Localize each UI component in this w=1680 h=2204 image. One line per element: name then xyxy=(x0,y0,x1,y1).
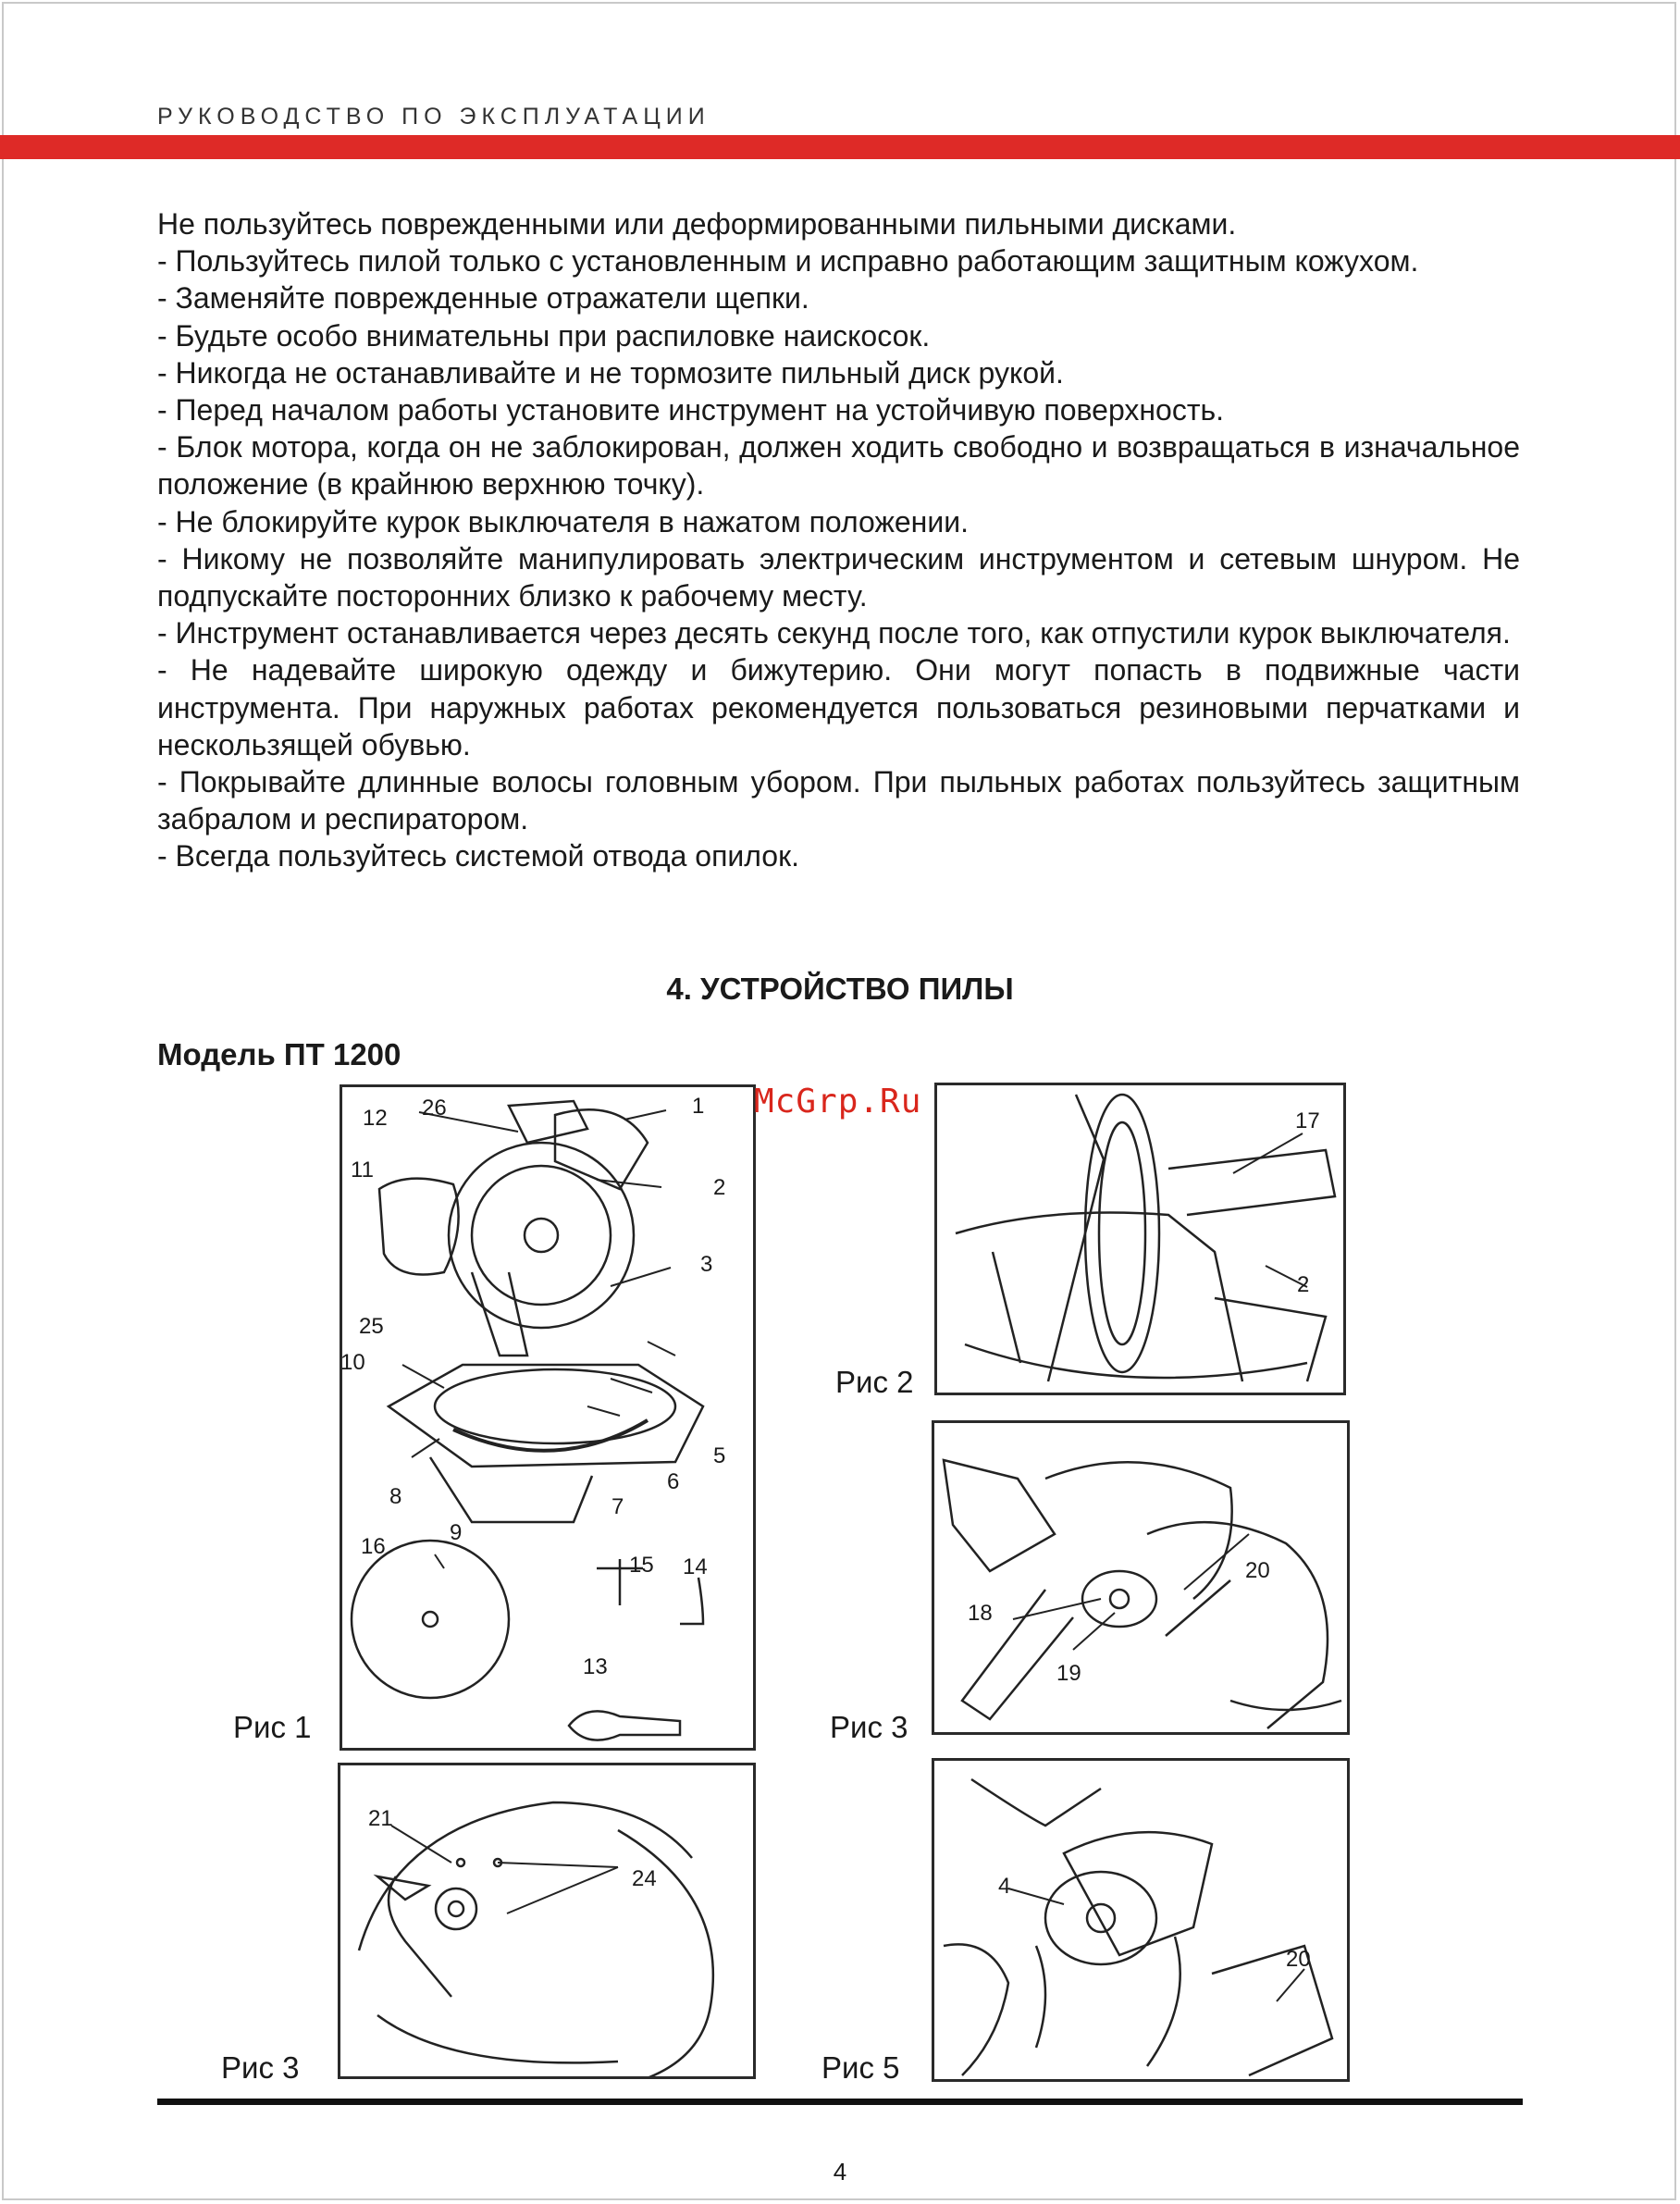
paragraph: - Инструмент останавливается через десять секунд после того, как отпустили курок выключателя. xyxy=(157,616,1511,650)
safety-instructions xyxy=(157,205,1520,875)
paragraph: - Заменяйте поврежденные отражатели щепки. xyxy=(157,281,809,316)
header-red-bar xyxy=(0,135,1680,159)
watermark: McGrp.Ru xyxy=(754,1083,922,1121)
callout-21: 21 xyxy=(368,1806,393,1831)
paragraph: - Всегда пользуйтесь системой отвода опилок. xyxy=(157,839,799,873)
callout-17: 17 xyxy=(1295,1108,1320,1133)
callout-18: 18 xyxy=(968,1601,993,1626)
callout-8: 8 xyxy=(389,1484,402,1509)
callout-5: 5 xyxy=(713,1443,726,1468)
callout-25: 25 xyxy=(359,1314,384,1339)
model-title: Модель ПТ 1200 xyxy=(157,1037,401,1071)
callout-13: 13 xyxy=(583,1654,608,1679)
callout-20-fig5: 20 xyxy=(1286,1947,1311,1972)
callout-9: 9 xyxy=(450,1520,463,1545)
callout-14: 14 xyxy=(683,1554,708,1579)
callout-2-fig2: 2 xyxy=(1297,1272,1310,1297)
callout-20: 20 xyxy=(1245,1558,1270,1583)
paragraph: - Никогда не останавливайте и не тормозите пильный диск рукой. xyxy=(157,355,1064,390)
motor-lock-illustration xyxy=(937,1085,1346,1395)
paragraph: - Будьте особо внимательны при распиловке наискосок. xyxy=(157,318,931,353)
paragraph: - Покрывайте длинные волосы головным убором. При пыльных работах пользуйтесь защитным забралом и респиратором. xyxy=(157,765,1520,836)
figure-1-caption: Рис 1 xyxy=(233,1710,312,1744)
callout-10: 10 xyxy=(340,1350,365,1375)
paragraph: - Блок мотора, когда он не заблокирован, должен ходить свободно и возвращаться в изначальное положение (в крайнюю верхнюю точку). xyxy=(157,430,1520,501)
callout-4: 4 xyxy=(998,1874,1011,1899)
figure-1-saw-overview xyxy=(340,1084,756,1751)
callout-6: 6 xyxy=(667,1469,680,1494)
paragraph: - Перед началом работы установите инструмент на устойчивую поверхность. xyxy=(157,393,1225,427)
callout-1: 1 xyxy=(692,1094,705,1119)
paragraph: - Никому не позволяйте манипулировать электрическим инструментом и сетевым шнуром. Не подпускайте посторонних близко к рабочему месту. xyxy=(157,541,1520,613)
figure-3a-caption: Рис 3 xyxy=(830,1710,908,1744)
figure-3-blade-flange xyxy=(338,1763,756,2079)
section-title: 4. УСТРОЙСТВО ПИЛЫ xyxy=(666,972,1014,1006)
callout-12: 12 xyxy=(363,1106,388,1131)
figure-2-motor-lock xyxy=(934,1083,1346,1395)
saw-overview-illustration xyxy=(342,1087,756,1751)
header-title: РУКОВОДСТВО ПО ЭКСПЛУАТАЦИИ xyxy=(157,104,710,130)
page-number: 4 xyxy=(833,2158,847,2185)
callout-26: 26 xyxy=(422,1096,447,1121)
paragraph: - Не блокируйте курок выключателя в нажатом положении. xyxy=(157,504,969,539)
figure-3b-caption: Рис 3 xyxy=(221,2050,300,2085)
paragraph: - Пользуйтесь пилой только с установленным и исправно работающим защитным кожухом. xyxy=(157,244,1419,279)
callout-19: 19 xyxy=(1056,1661,1081,1686)
guard-install-illustration xyxy=(934,1761,1350,2082)
callout-3: 3 xyxy=(700,1252,713,1277)
callout-7: 7 xyxy=(611,1494,624,1519)
figure-5-caption: Рис 5 xyxy=(821,2050,900,2085)
figure-5-guard-install xyxy=(932,1758,1350,2082)
paragraph: - Не надевайте широкую одежду и бижутерию. Они могут попасть в подвижные части инструмента. При наружных работах рекомендуется пользоваться резиновыми перчатками и нескользящей обувью. xyxy=(157,653,1520,761)
callout-24: 24 xyxy=(632,1866,657,1891)
callout-11: 11 xyxy=(351,1158,374,1182)
paragraph: Не пользуйтесь поврежденными или деформированными пильными дисками. xyxy=(157,207,1237,241)
figure-2-caption: Рис 2 xyxy=(835,1365,914,1399)
blade-flange-illustration xyxy=(340,1765,756,2079)
callout-2: 2 xyxy=(713,1175,726,1200)
callout-15: 15 xyxy=(629,1553,654,1578)
figure-3-blade-change xyxy=(932,1420,1350,1735)
blade-change-illustration xyxy=(934,1423,1350,1735)
callout-16: 16 xyxy=(361,1534,386,1559)
footer-rule xyxy=(157,2099,1523,2105)
